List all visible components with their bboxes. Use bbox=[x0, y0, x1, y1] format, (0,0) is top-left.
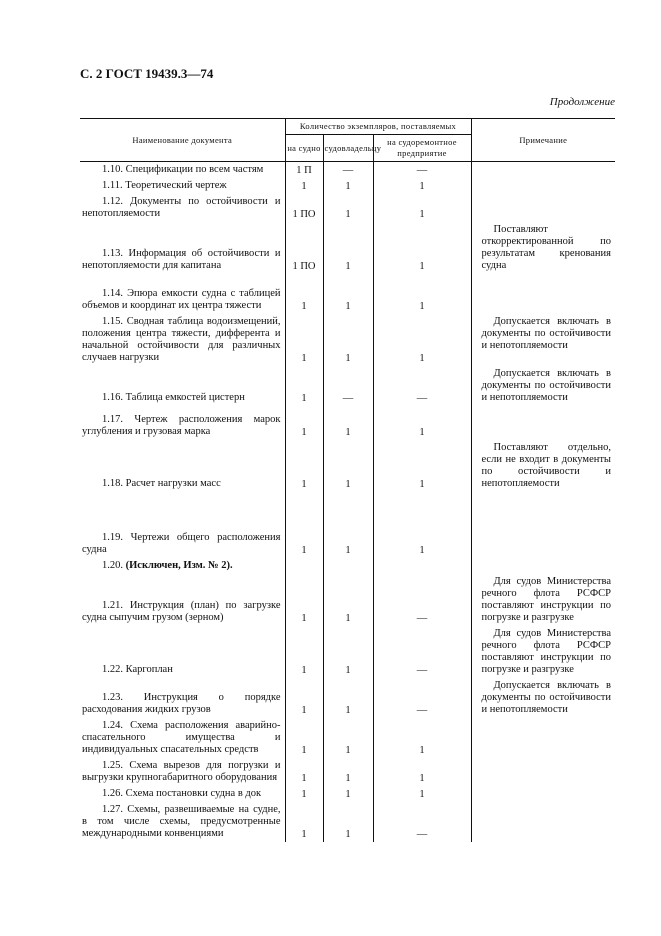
qty-ship: 1 bbox=[285, 678, 323, 718]
row-number: 1.14. bbox=[102, 288, 123, 299]
continuation-label: Продолжение bbox=[549, 96, 615, 108]
row-title: Спецификации по всем частям bbox=[125, 164, 264, 175]
qty-repair: 1 bbox=[373, 440, 471, 492]
row-note: Поставляют отдельно, если не входит в документы по остойчивости и непотопляемости bbox=[481, 442, 611, 489]
row-number: 1.27. bbox=[102, 804, 123, 815]
row-title: (Исключен, Изм. № 2). bbox=[125, 560, 233, 571]
qty-repair: 1 bbox=[373, 718, 471, 758]
qty-builder: 1 bbox=[323, 222, 373, 274]
table-row bbox=[80, 314, 615, 366]
table-row bbox=[80, 162, 615, 179]
table-row bbox=[80, 366, 615, 406]
row-number: 1.26. bbox=[102, 788, 123, 799]
col-header-name: Наименование документа bbox=[80, 119, 285, 162]
qty-builder: 1 bbox=[323, 802, 373, 842]
row-number: 1.25. bbox=[102, 760, 123, 771]
row-title: Чертежи общего расположения судна bbox=[82, 532, 281, 555]
row-note: Допускается включать в документы по остойчивости и непотопляемости bbox=[481, 680, 611, 715]
row-note: Для судов Министерства речного флота РСФСР поставляют инструкции по погрузке и разгрузке bbox=[481, 576, 611, 623]
table-row bbox=[80, 274, 615, 314]
qty-repair: 1 bbox=[373, 274, 471, 314]
table-row bbox=[80, 406, 615, 440]
row-title: Чертеж расположения марок углубления и грузовая марка bbox=[82, 414, 281, 437]
row-title: Каргоплан bbox=[125, 664, 173, 675]
row-number: 1.22. bbox=[102, 664, 123, 675]
row-number: 1.17. bbox=[102, 414, 123, 425]
qty-builder: 1 bbox=[323, 718, 373, 758]
qty-repair: 1 bbox=[373, 492, 471, 558]
qty-builder: 1 bbox=[323, 786, 373, 802]
row-number: 1.16. bbox=[102, 392, 123, 403]
qty-repair bbox=[373, 558, 471, 574]
col-header-note: Примечание bbox=[471, 119, 615, 162]
qty-repair: — bbox=[373, 574, 471, 626]
row-number: 1.23. bbox=[102, 692, 123, 703]
qty-ship: 1 bbox=[285, 802, 323, 842]
qty-repair: 1 bbox=[373, 758, 471, 786]
qty-repair: — bbox=[373, 162, 471, 179]
row-title: Таблица емкостей цистерн bbox=[125, 392, 245, 403]
qty-repair: 1 bbox=[373, 194, 471, 222]
qty-repair: — bbox=[373, 802, 471, 842]
table-row bbox=[80, 492, 615, 558]
qty-repair: — bbox=[373, 366, 471, 406]
table-row bbox=[80, 178, 615, 194]
qty-repair: 1 bbox=[373, 222, 471, 274]
row-note: Поставляют откорректированной по результатам кренования судна bbox=[481, 224, 611, 271]
table-row bbox=[80, 718, 615, 758]
qty-ship: 1 bbox=[285, 440, 323, 492]
qty-ship: 1 bbox=[285, 178, 323, 194]
qty-repair: 1 bbox=[373, 178, 471, 194]
qty-builder: 1 bbox=[323, 440, 373, 492]
qty-builder: 1 bbox=[323, 574, 373, 626]
table-row bbox=[80, 626, 615, 678]
qty-repair: — bbox=[373, 678, 471, 718]
col-header-qty-group: Количество экземпляров, поставляемых bbox=[285, 119, 471, 135]
qty-builder: 1 bbox=[323, 758, 373, 786]
page-header: С. 2 ГОСТ 19439.3—74 bbox=[80, 66, 214, 81]
qty-builder: 1 bbox=[323, 274, 373, 314]
row-note: Для судов Министерства речного флота РСФСР поставляют инструкции по погрузке и разгрузке bbox=[481, 628, 611, 675]
row-number: 1.24. bbox=[102, 720, 123, 731]
row-title: Теоретический чертеж bbox=[125, 180, 227, 191]
table-row bbox=[80, 786, 615, 802]
qty-ship bbox=[285, 558, 323, 574]
row-title: Информация об остойчивости и непотопляемости для капитана bbox=[82, 248, 281, 271]
qty-ship: 1 bbox=[285, 574, 323, 626]
row-title: Расчет нагрузки масс bbox=[125, 478, 221, 489]
row-note: Допускается включать в документы по остойчивости и непотопляемости bbox=[481, 316, 611, 351]
row-number: 1.10. bbox=[102, 164, 123, 175]
qty-builder: 1 bbox=[323, 678, 373, 718]
qty-builder: — bbox=[323, 366, 373, 406]
row-number: 1.11. bbox=[102, 180, 123, 191]
qty-ship: 1 bbox=[285, 366, 323, 406]
qty-ship: 1 bbox=[285, 758, 323, 786]
table-row bbox=[80, 194, 615, 222]
row-title: Инструкция о порядке расходования жидких грузов bbox=[82, 692, 281, 715]
row-number: 1.12. bbox=[102, 196, 123, 207]
documents-table bbox=[80, 118, 615, 842]
row-number: 1.18. bbox=[102, 478, 123, 489]
col-header-repair: на судоремонтное предприятие bbox=[373, 135, 471, 162]
qty-ship: 1 bbox=[285, 314, 323, 366]
qty-ship: 1 bbox=[285, 406, 323, 440]
qty-builder: 1 bbox=[323, 492, 373, 558]
row-title: Инструкция (план) по загрузке судна сыпучим грузом (зерном) bbox=[82, 600, 281, 623]
qty-ship: 1 bbox=[285, 492, 323, 558]
qty-builder: 1 bbox=[323, 194, 373, 222]
row-title: Схема постановки судна в док bbox=[125, 788, 262, 799]
qty-ship: 1 bbox=[285, 274, 323, 314]
table-row bbox=[80, 678, 615, 718]
qty-ship: 1 bbox=[285, 786, 323, 802]
qty-builder: — bbox=[323, 162, 373, 179]
row-note: Допускается включать в документы по остойчивости и непотопляемости bbox=[481, 368, 611, 403]
row-number: 1.20. bbox=[102, 560, 123, 571]
table-row bbox=[80, 758, 615, 786]
row-title: Эпюра емкости судна с таблицей объемов и координат их центра тяжести bbox=[82, 288, 281, 311]
row-number: 1.21. bbox=[102, 600, 123, 611]
table-row bbox=[80, 222, 615, 274]
qty-builder: 1 bbox=[323, 406, 373, 440]
col-header-ship: на судно bbox=[285, 135, 323, 162]
qty-builder: 1 bbox=[323, 314, 373, 366]
qty-ship: 1 bbox=[285, 626, 323, 678]
qty-ship: 1 ПО bbox=[285, 222, 323, 274]
qty-ship: 1 ПО bbox=[285, 194, 323, 222]
qty-ship: 1 П bbox=[285, 162, 323, 179]
row-title: Сводная таблица водоизмещений, положения центра тяжести, дифферента и начальной остойчивости для различных случаев нагрузки bbox=[82, 316, 281, 363]
row-number: 1.13. bbox=[102, 248, 123, 259]
qty-repair: 1 bbox=[373, 406, 471, 440]
row-title: Документы по остойчивости и непотопляемости bbox=[82, 196, 281, 219]
row-title: Схемы, развешиваемые на судне, в том числе схемы, предусмотренные международными конвенциями bbox=[82, 804, 281, 839]
qty-builder: 1 bbox=[323, 626, 373, 678]
qty-ship: 1 bbox=[285, 718, 323, 758]
table-row bbox=[80, 440, 615, 492]
row-number: 1.19. bbox=[102, 532, 123, 543]
qty-builder: 1 bbox=[323, 178, 373, 194]
qty-repair: 1 bbox=[373, 314, 471, 366]
row-number: 1.15. bbox=[102, 316, 123, 327]
table-row bbox=[80, 574, 615, 626]
row-title: Схема вырезов для погрузки и выгрузки крупногабаритного оборудования bbox=[82, 760, 281, 783]
qty-repair: — bbox=[373, 626, 471, 678]
table-row bbox=[80, 558, 615, 574]
row-title: Схема расположения аварийно-спасательного имущества и индивидуальных спасательных средств bbox=[82, 720, 281, 755]
col-header-builder: судовладельцу bbox=[323, 135, 373, 162]
table-row bbox=[80, 802, 615, 842]
qty-repair: 1 bbox=[373, 786, 471, 802]
qty-builder bbox=[323, 558, 373, 574]
